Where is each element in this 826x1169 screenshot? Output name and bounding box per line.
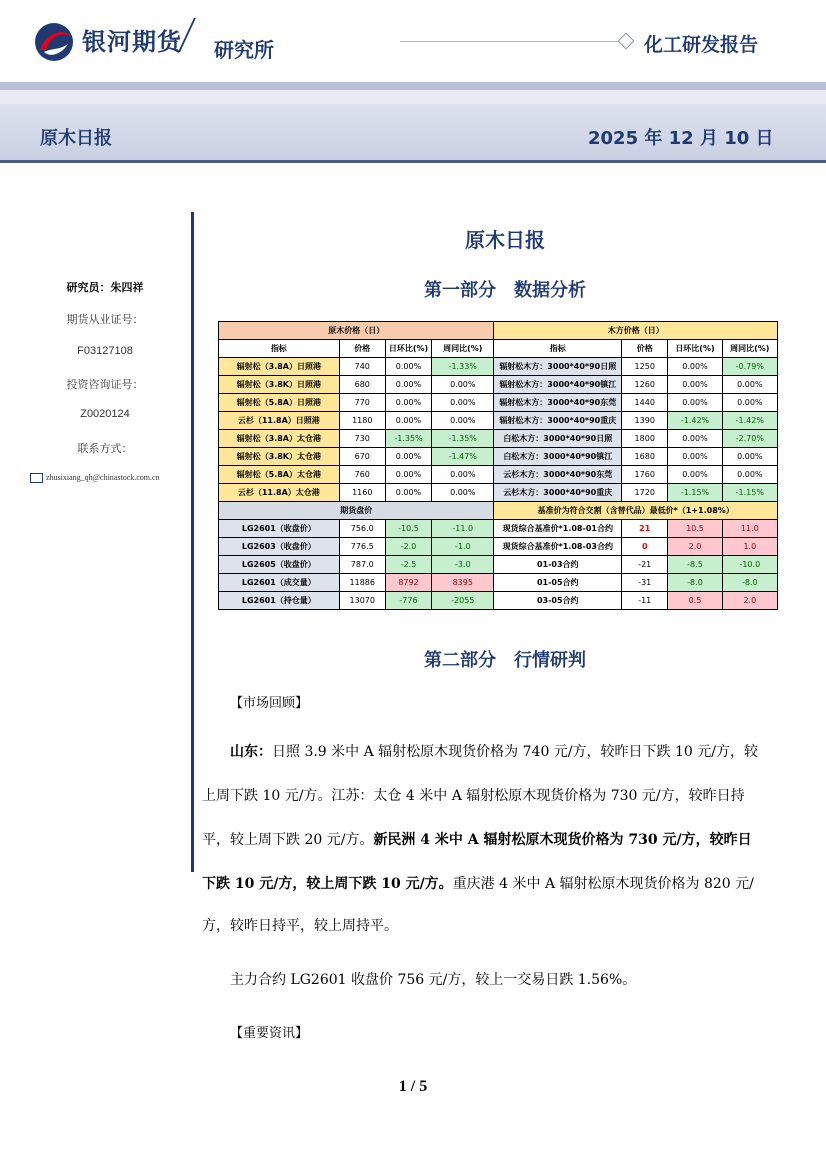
institute-name: 研究所 xyxy=(214,38,274,62)
row-label: 01-03合约 xyxy=(494,556,622,574)
table-cell: 0.00% xyxy=(668,358,722,376)
header-rule xyxy=(400,41,622,42)
table-cell: 8395 xyxy=(432,574,494,592)
table-cell: -8.0 xyxy=(722,574,777,592)
table-cell: -10.0 xyxy=(722,556,777,574)
table-cell: -3.0 xyxy=(432,556,494,574)
text-run: 平，较上周下跌 20 元/方。 xyxy=(202,832,374,848)
doc-title: 原木日报 xyxy=(465,228,545,252)
table-cell: 1440 xyxy=(622,394,668,412)
paragraph-line: 上周下跌 10 元/方。江苏：太仓 4 米中 A 辐射松原木现货价格为 730 元/方，较昨日持 xyxy=(202,788,745,804)
row-label: LG2603（收盘价） xyxy=(219,538,340,556)
table-row xyxy=(219,412,778,430)
table-cell: 1720 xyxy=(622,484,668,502)
galaxy-logo-icon xyxy=(34,22,74,62)
table-cell: 1260 xyxy=(622,376,668,394)
row-label: 辐射松木方：3000*40*90重庆 xyxy=(494,412,622,430)
lumber-price-title: 木方价格（日） xyxy=(494,322,778,340)
row-label: 白松木方：3000*40*90日照 xyxy=(494,430,622,448)
row-label: 辐射松（3.8A）日照港 xyxy=(219,358,340,376)
table-cell: 1800 xyxy=(622,430,668,448)
table-cell: -1.0 xyxy=(432,538,494,556)
table-cell: 2.0 xyxy=(722,592,777,610)
table-cell: 1390 xyxy=(622,412,668,430)
invest-value: Z0020124 xyxy=(80,408,130,420)
col-header: 指标 xyxy=(219,340,340,358)
table-cell: 0.00% xyxy=(432,412,494,430)
table-cell: 0.00% xyxy=(385,358,431,376)
table-cell: 0.00% xyxy=(722,394,777,412)
col-header: 价格 xyxy=(622,340,668,358)
row-label: 现货综合基准价*1.08-01合约 xyxy=(494,520,622,538)
table-cell: 0.00% xyxy=(722,466,777,484)
table-cell: 740 xyxy=(339,358,385,376)
bold-run: 新民洲 4 米中 A 辐射松原木现货价格为 730 元/方，较昨日 xyxy=(373,832,752,848)
col-header: 价格 xyxy=(339,340,385,358)
table-cell: -1.42% xyxy=(722,412,777,430)
bold-run: 下跌 10 元/方，较上周下跌 10 元/方。 xyxy=(202,876,453,892)
table-cell: 0.00% xyxy=(385,376,431,394)
table-cell: 670 xyxy=(339,448,385,466)
log-price-title: 原木价格（日） xyxy=(219,322,494,340)
logo-text: 银河期货 xyxy=(82,28,182,56)
page-number: 1 / 5 xyxy=(398,1078,428,1095)
market-review-tag: 【市场回顾】 xyxy=(230,696,309,711)
row-label: 辐射松（5.8A）日照港 xyxy=(219,394,340,412)
table-cell: 0.00% xyxy=(432,394,494,412)
table-cell: 11.0 xyxy=(722,520,777,538)
table-cell: 1760 xyxy=(622,466,668,484)
table-cell: -21 xyxy=(622,556,668,574)
table-cell: -11.0 xyxy=(432,520,494,538)
report-name: 原木日报 xyxy=(40,128,112,149)
table-cell: 1250 xyxy=(622,358,668,376)
table-row xyxy=(219,502,778,520)
table-cell: 0.00% xyxy=(385,394,431,412)
title-bar-rule xyxy=(0,160,826,163)
row-label: LG2601（收盘价） xyxy=(219,520,340,538)
table-cell: 0.00% xyxy=(668,376,722,394)
row-label: 云杉（11.8A）日照港 xyxy=(219,412,340,430)
table-cell: 0.00% xyxy=(668,448,722,466)
table-cell: -2055 xyxy=(432,592,494,610)
table-cell: 776.5 xyxy=(339,538,385,556)
table-cell: 0.00% xyxy=(722,448,777,466)
news-tag: 【重要资讯】 xyxy=(230,1026,309,1041)
table-cell: 730 xyxy=(339,430,385,448)
table-cell: 0.00% xyxy=(722,376,777,394)
row-label: 云杉木方：3000*40*90重庆 xyxy=(494,484,622,502)
table-cell: 1180 xyxy=(339,412,385,430)
table-row xyxy=(219,484,778,502)
table-cell: 0.00% xyxy=(668,466,722,484)
table-row xyxy=(219,466,778,484)
table-row xyxy=(219,394,778,412)
table-cell: -1.15% xyxy=(668,484,722,502)
table-cell: 1.0 xyxy=(722,538,777,556)
table-cell: -31 xyxy=(622,574,668,592)
row-label: 辐射松（3.8K）太仓港 xyxy=(219,448,340,466)
region-label: 山东： xyxy=(230,744,272,760)
header-band xyxy=(0,82,826,90)
row-label: 辐射松木方：3000*40*90镇江 xyxy=(494,376,622,394)
row-label: 03-05合约 xyxy=(494,592,622,610)
table-cell: -11 xyxy=(622,592,668,610)
row-label: 辐射松（5.8A）太仓港 xyxy=(219,466,340,484)
table-cell: 8792 xyxy=(385,574,431,592)
table-cell: -1.35% xyxy=(385,430,431,448)
futures-title: 期货盘价 xyxy=(219,502,494,520)
paragraph-line xyxy=(230,742,780,762)
row-label: 辐射松（3.8K）日照港 xyxy=(219,376,340,394)
table-cell: -1.35% xyxy=(432,430,494,448)
table-cell: -1.33% xyxy=(432,358,494,376)
table-row xyxy=(219,430,778,448)
table-cell: 760 xyxy=(339,466,385,484)
table-row xyxy=(219,592,778,610)
table-row xyxy=(219,574,778,592)
row-label: 云杉（11.8A）太仓港 xyxy=(219,484,340,502)
table-cell: -1.42% xyxy=(668,412,722,430)
row-label: 辐射松木方：3000*40*90日照 xyxy=(494,358,622,376)
col-header: 周同比(%) xyxy=(432,340,494,358)
mail-icon xyxy=(30,473,43,483)
row-label: LG2601（成交量） xyxy=(219,574,340,592)
table-cell: 0.00% xyxy=(385,466,431,484)
researcher-name: 研究员：朱四祥 xyxy=(66,281,144,294)
table-cell: -8.5 xyxy=(668,556,722,574)
table-cell: -10.5 xyxy=(385,520,431,538)
table-cell: 0.00% xyxy=(668,430,722,448)
row-label: LG2601（持仓量） xyxy=(219,592,340,610)
table-cell: 0.00% xyxy=(385,484,431,502)
col-header: 指标 xyxy=(494,340,622,358)
table-cell: 680 xyxy=(339,376,385,394)
futures-summary: 主力合约 LG2601 收盘价 756 元/方，较上一交易日跌 1.56%。 xyxy=(230,972,637,988)
table-cell: 756.0 xyxy=(339,520,385,538)
table-cell: 0.00% xyxy=(432,466,494,484)
table-cell: 13070 xyxy=(339,592,385,610)
table-cell: 0.00% xyxy=(668,394,722,412)
table-cell: 0.00% xyxy=(385,448,431,466)
table-cell: -8.0 xyxy=(668,574,722,592)
basis-title: 基准价为符合交割（含替代品）最低价*（1+1.08%） xyxy=(494,502,778,520)
table-row xyxy=(219,520,778,538)
section-2-title: 第二部分 行情研判 xyxy=(424,650,586,671)
row-label: LG2605（收盘价） xyxy=(219,556,340,574)
row-label: 辐射松（3.8A）太仓港 xyxy=(219,430,340,448)
text-run: 重庆港 4 米中 A 辐射松原木现货价格为 820 元/ xyxy=(452,876,754,892)
table-cell: 1680 xyxy=(622,448,668,466)
col-header: 日环比(%) xyxy=(385,340,431,358)
row-label: 云杉木方：3000*40*90东莞 xyxy=(494,466,622,484)
table-cell: 0.00% xyxy=(432,484,494,502)
table-cell: 0.00% xyxy=(432,376,494,394)
header-band-light xyxy=(0,90,826,104)
table-cell: 1160 xyxy=(339,484,385,502)
table-cell: 787.0 xyxy=(339,556,385,574)
col-header: 周同比(%) xyxy=(722,340,777,358)
table-row xyxy=(219,448,778,466)
table-row xyxy=(219,358,778,376)
table-cell: -0.79% xyxy=(722,358,777,376)
table-cell: 770 xyxy=(339,394,385,412)
row-label: 现货综合基准价*1.08-03合约 xyxy=(494,538,622,556)
table-cell: -2.5 xyxy=(385,556,431,574)
sidebar-rule xyxy=(191,212,194,872)
table-cell: -2.70% xyxy=(722,430,777,448)
cert-label: 期货从业证号： xyxy=(66,313,144,326)
row-label: 01-05合约 xyxy=(494,574,622,592)
table-cell: -776 xyxy=(385,592,431,610)
report-date: 2025 年 12 月 10 日 xyxy=(588,128,774,149)
table-cell: 21 xyxy=(622,520,668,538)
table-row xyxy=(219,376,778,394)
table-cell: -1.15% xyxy=(722,484,777,502)
table-cell: 0.5 xyxy=(668,592,722,610)
report-type: 化工研发报告 xyxy=(644,34,759,56)
section-1-title: 第一部分 数据分析 xyxy=(424,280,586,301)
table-cell: -2.0 xyxy=(385,538,431,556)
row-label: 辐射松木方：3000*40*90东莞 xyxy=(494,394,622,412)
table-cell: 2.0 xyxy=(668,538,722,556)
row-label: 白松木方：3000*40*90镇江 xyxy=(494,448,622,466)
paragraph-line xyxy=(202,874,780,894)
table-row xyxy=(219,556,778,574)
cert-value: F03127108 xyxy=(77,345,133,357)
col-header: 日环比(%) xyxy=(668,340,722,358)
text-run: 日照 3.9 米中 A 辐射松原木现货价格为 740 元/方，较昨日下跌 10 元/方，较 xyxy=(272,744,758,760)
invest-label: 投资咨询证号： xyxy=(66,378,144,391)
table-row xyxy=(219,538,778,556)
price-table xyxy=(218,321,778,610)
table-cell: 10.5 xyxy=(668,520,722,538)
email-text: zhusixiang_qh@chinastock.com.cn xyxy=(46,473,160,482)
paragraph-line xyxy=(202,830,780,850)
contact-email[interactable] xyxy=(30,473,160,483)
table-cell: 0.00% xyxy=(385,412,431,430)
table-cell: -1.47% xyxy=(432,448,494,466)
paragraph-line: 方，较昨日持平，较上周持平。 xyxy=(202,918,398,934)
contact-label: 联系方式： xyxy=(77,442,133,455)
table-cell: 11886 xyxy=(339,574,385,592)
table-cell: 0 xyxy=(622,538,668,556)
